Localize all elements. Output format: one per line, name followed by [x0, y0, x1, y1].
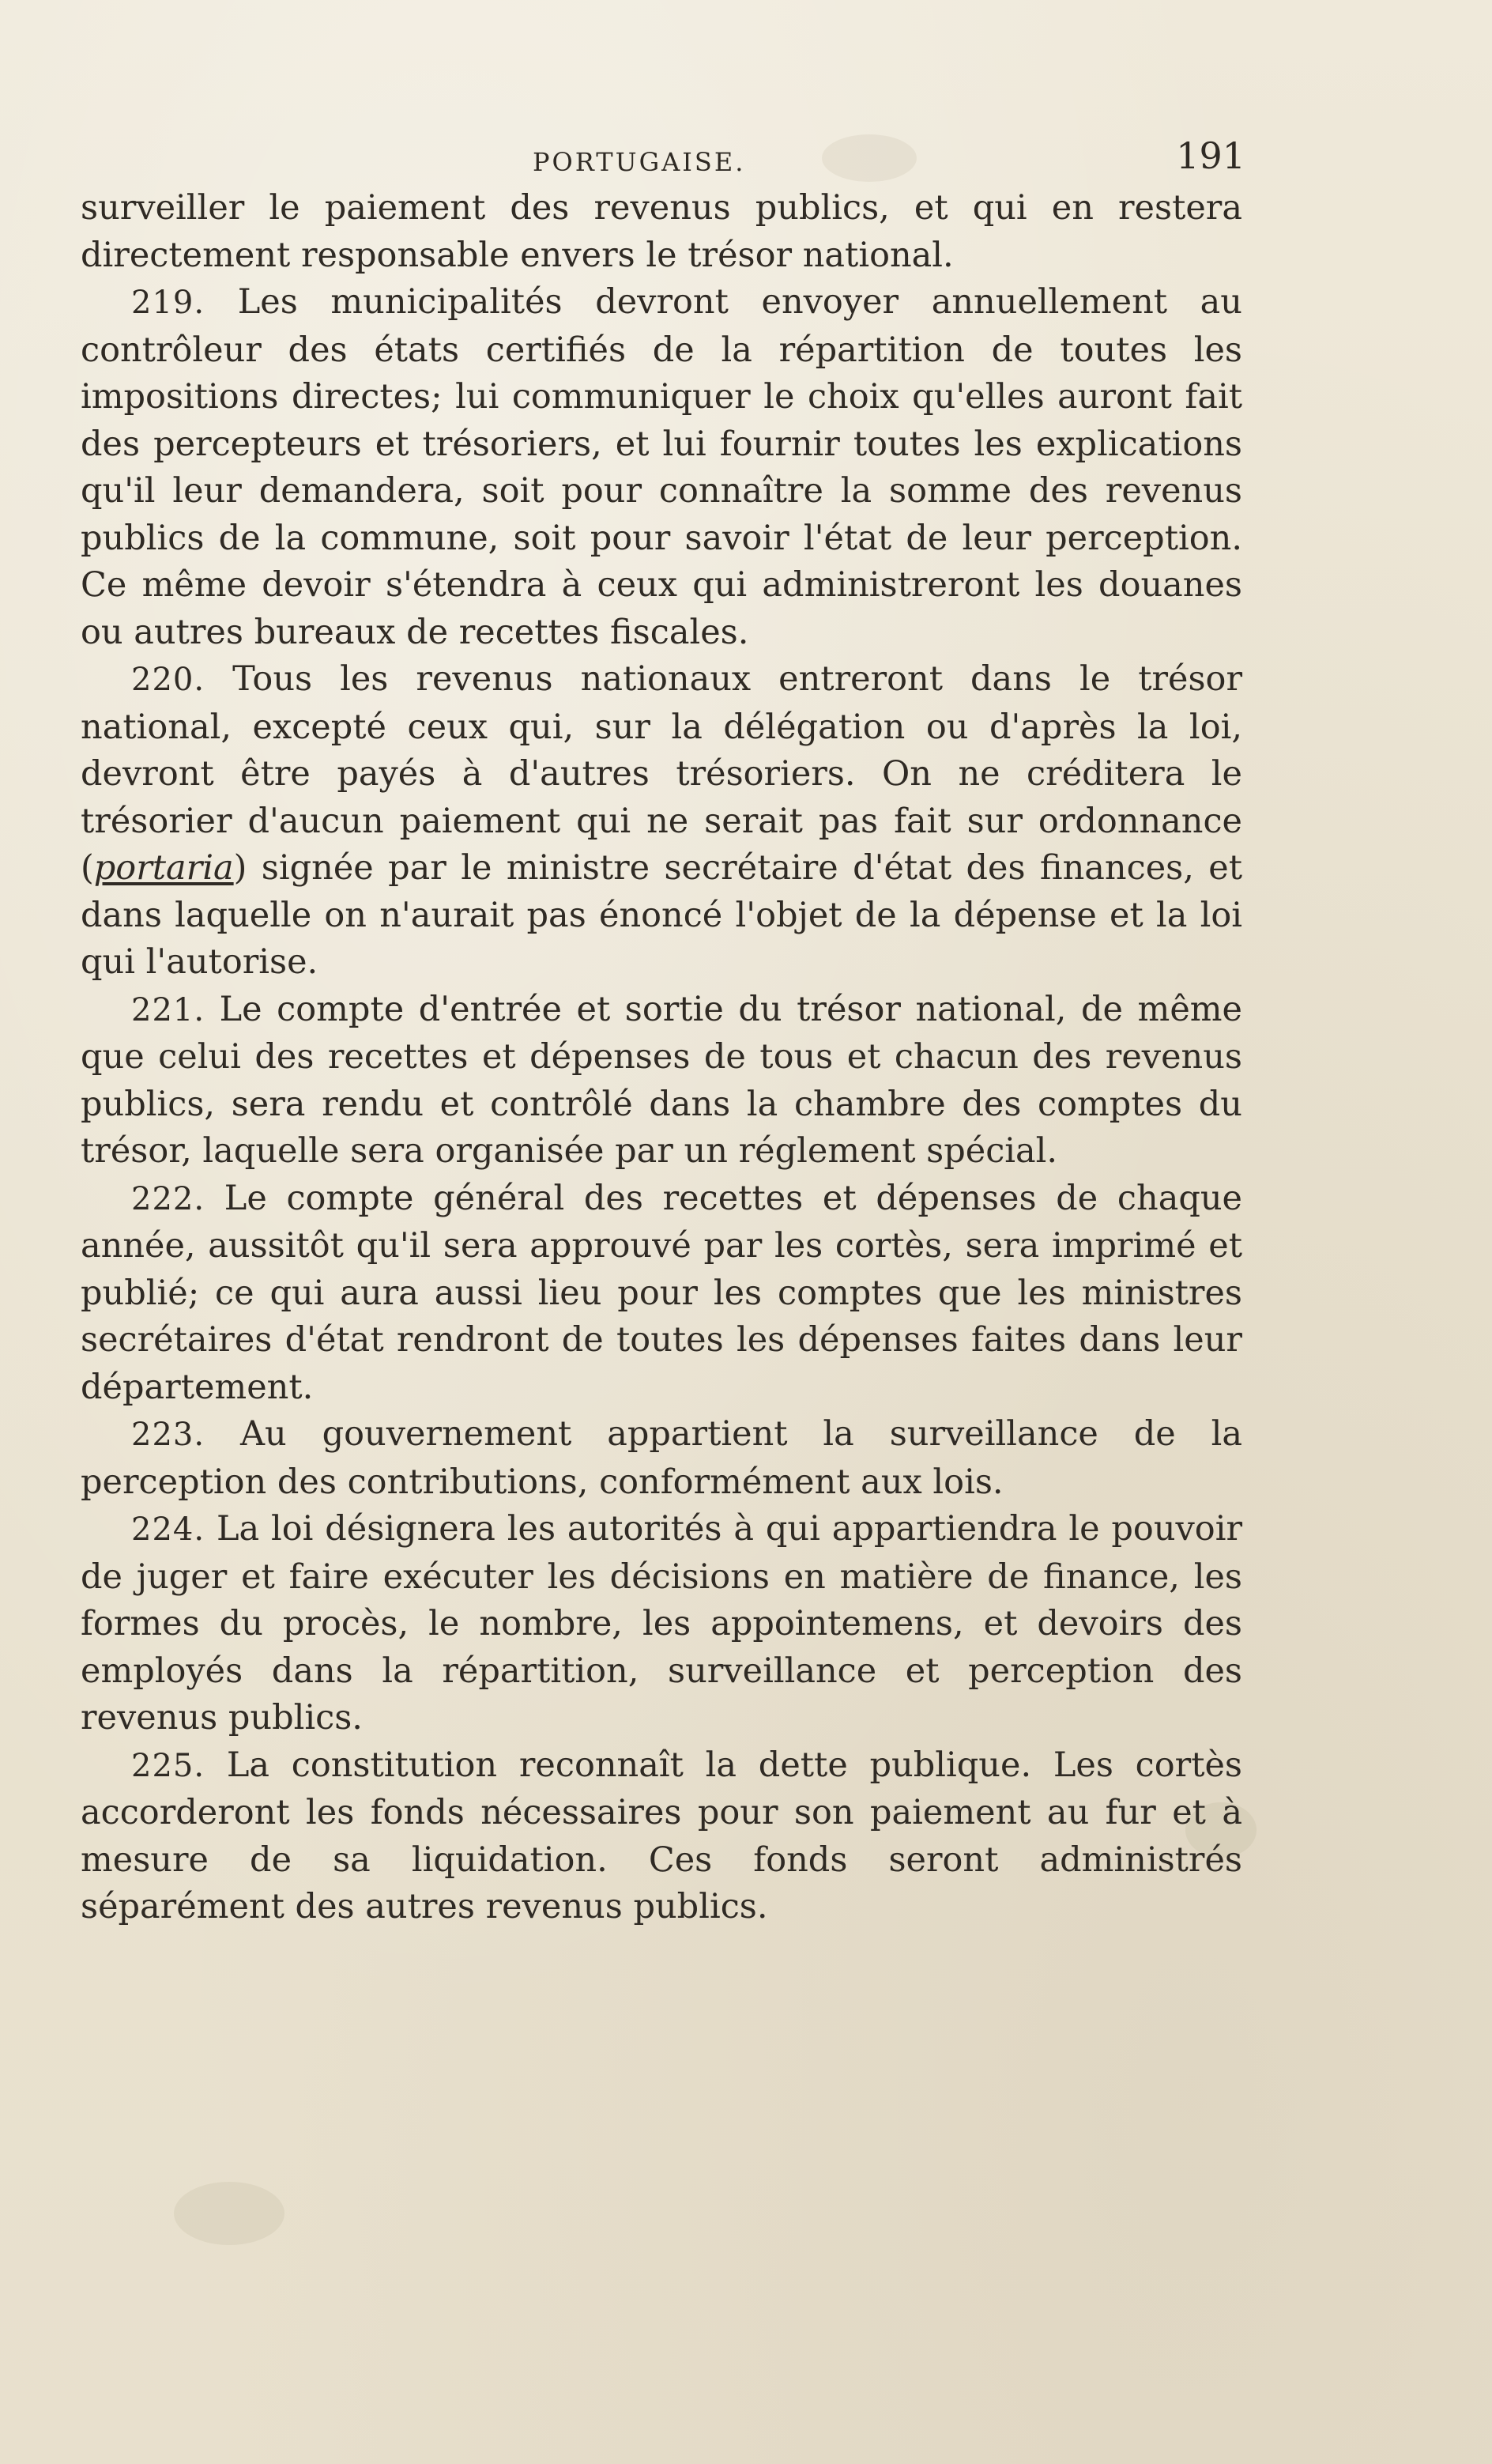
article-text: La loi désignera les autorités à qui appartiendra le pouvoir de juger et faire exécuter les décisions en matière de finance, les formes du procès, le nombre, les appointemens, et devoirs des employés dans la répartition, surveillance et perception des revenus publics. [81, 1509, 1243, 1738]
article-number: 221. [131, 991, 205, 1028]
article-224 [81, 1506, 1242, 1742]
article-text: Au gouvernement appartient la surveillance de la perception des contributions, conformément aux lois. [81, 1414, 1242, 1502]
article-number: 222. [131, 1180, 205, 1217]
article-text: Le compte général des recettes et dépenses de chaque année, aussitôt qu'il sera approuvé par les cortès, sera imprimé et publié; ce qui aura aussi lieu pour les comptes que les ministres secrétaires d'état rendront de toutes les dépenses faites dans leur département. [81, 1178, 1242, 1407]
article-223 [81, 1411, 1242, 1506]
paper-stain [174, 2182, 284, 2245]
article-text: La constitution reconnaît la dette publique. Les cortès accorderont les fonds nécessaires pour son paiement au fur et à mesure de sa liquidation. Ces fonds seront administrés séparément des autres revenus publics. [81, 1745, 1242, 1926]
article-number: 223. [131, 1417, 205, 1453]
page-number: 191 [1176, 134, 1245, 177]
page-text [81, 134, 1245, 1931]
article-220 [81, 656, 1242, 987]
article-text: Le compte d'entrée et sortie du trésor national, de même que celui des recettes et dépenses de tous et chacun des revenus publics, sera rendu et contrôlé dans la chambre des comptes du trésor, laquelle sera organisée par un réglement spécial. [81, 989, 1242, 1171]
article-221 [81, 987, 1242, 1175]
article-text-before: Tous les revenus nationaux entreront dans le trésor national, excepté ceux qui, sur la délégation ou d'après la loi, devront être payés à d'autres trésoriers. On ne créditera le trésorier d'aucun paiement qui ne serait pas fait sur ordonnance ( [81, 659, 1242, 888]
article-text: Les municipalités devront envoyer annuellement au contrôleur des états certifiés de la répartition de toutes les impositions directes; lui communiquer le choix qu'elles auront fait des percepteurs et trésoriers, et lui fournir toutes les explications qu'il leur demandera, soit pour connaître la somme des revenus publics de la commune, soit pour savoir l'état de leur perception. Ce même devoir s'étendra à ceux qui administreront les douanes ou autres bureaux de recettes fiscales. [81, 282, 1242, 652]
paragraph-text: surveiller le paiement des revenus publics, et qui en restera directement responsable envers le trésor national. [81, 188, 1242, 275]
article-219 [81, 279, 1242, 656]
article-number: 220. [131, 662, 205, 698]
article-number: 219. [131, 285, 205, 321]
italic-term: portaria [93, 848, 234, 888]
article-225 [81, 1742, 1242, 1931]
article-number: 225. [131, 1747, 205, 1784]
running-head: PORTUGAISE. [533, 147, 746, 177]
page-header [81, 134, 1245, 185]
paragraph-continuation [81, 185, 1242, 279]
article-number: 224. [131, 1511, 205, 1548]
article-222 [81, 1175, 1242, 1412]
article-text-after: ) signée par le ministre secrétaire d'état des finances, et dans laquelle on n'aurait pas énoncé l'objet de la dépense et la loi qui l'autorise. [81, 848, 1242, 982]
